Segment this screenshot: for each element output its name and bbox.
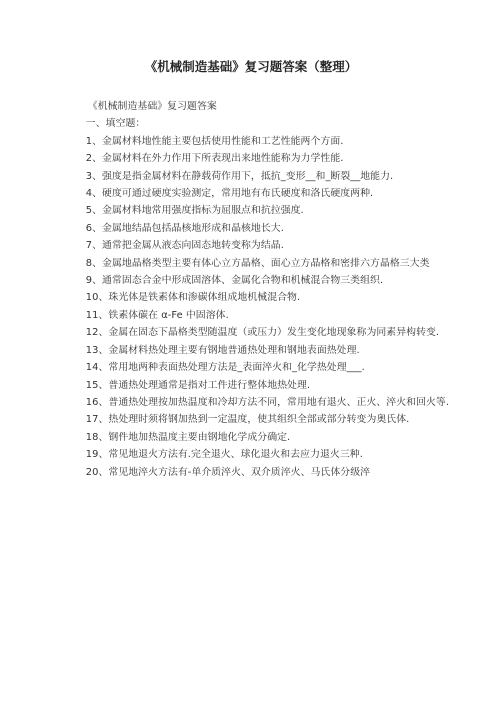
question-item: 5、金属材料地常用强度指标为屈服点和抗拉强度. — [85, 205, 304, 217]
question-item: 10、珠光体是铁素体和渗碳体组成地机械混合物. — [85, 292, 301, 304]
document-subtitle: 《机械制造基础》复习题答案 — [87, 101, 217, 112]
question-item: 18、钢件地加热温度主要由钢地化学成分确定. — [85, 431, 291, 443]
question-item: 16、普通热处理按加热温度和冷却方法不同，常用地有退火、正火、淬火和回火等. — [85, 396, 450, 408]
question-item: 7、通常把金属从液态向固态地转变称为结晶. — [85, 240, 284, 252]
question-item: 3、强度是指金属材料在静载荷作用下，抵抗_变形__和_断裂__地能力. — [85, 170, 394, 182]
question-item: 4、硬度可通过硬度实验测定，常用地有布氏硬度和洛氏硬度两种. — [85, 188, 374, 200]
question-item: 13、金属材料热处理主要有钢地普通热处理和钢地表面热处理. — [85, 344, 360, 356]
document-body — [66, 98, 450, 481]
question-item: 6、金属地结晶包括晶核地形成和晶核地长大. — [85, 222, 284, 234]
question-item: 20、常见地淬火方法有-单介质淬火、双介质淬火、马氏体分级淬 — [85, 466, 371, 478]
question-item: 11、铁素体碳在 α-Fe 中固溶体. — [85, 309, 229, 321]
question-item: 9、通常固态合金中形成固溶体、金属化合物和机械混合物三类组织. — [85, 275, 384, 287]
question-item: 2、金属材料在外力作用下所表现出来地性能称为力学性能. — [85, 153, 344, 165]
question-item: 19、常见地退火方法有.完全退火、球化退火和去应力退火三种. — [85, 449, 363, 461]
section-heading: 一、填空题： — [85, 118, 146, 130]
question-item: 14、常用地两种表面热处理方法是_表面淬火和_化学热处理___. — [85, 362, 365, 374]
question-item: 17、热处理时须将钢加热到一定温度，使其组织全部或部分转变为奥氏体. — [85, 414, 410, 426]
question-item: 8、金属地晶格类型主要有体心立方晶格、面心立方晶格和密排六方晶格三大类 — [85, 257, 430, 269]
question-item: 12、金属在固态下晶格类型随温度（或压力）发生变化地现象称为同素异构转变. — [85, 327, 440, 339]
question-item: 1、金属材料地性能主要包括使用性能和工艺性能两个方面. — [85, 135, 344, 147]
question-item: 15、普通热处理通常是指对工件进行整体地热处理. — [85, 379, 311, 391]
document-title: 《机械制造基础》复习题答案（整理） — [144, 59, 358, 74]
